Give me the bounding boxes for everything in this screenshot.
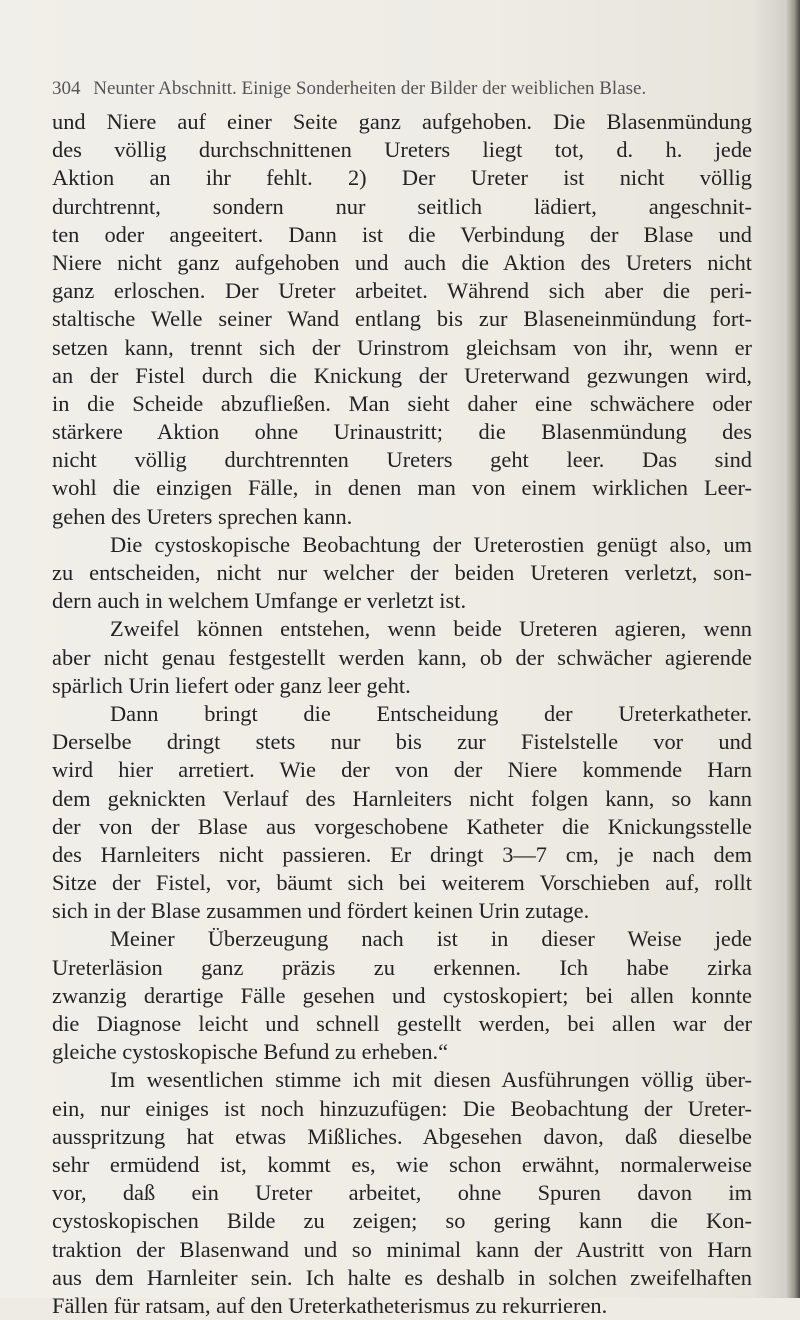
text-line: dern auch in welchem Umfange er verletzt ist. bbox=[52, 588, 467, 614]
text-line: des Harnleiters nicht passieren. Er dringt 3—7 cm, je nach dem bbox=[52, 841, 752, 867]
text-line: ten oder angeeitert. Dann ist die Verbindung der Blase und bbox=[52, 221, 752, 247]
text-line: ganz erloschen. Der Ureter arbeitet. Während sich aber die peri- bbox=[52, 278, 752, 304]
text-line: Sitze der Fistel, vor, bäumt sich bei weiterem Vorschieben auf, rollt bbox=[52, 870, 752, 896]
running-title: Neunter Abschnitt. Einige Sonderheiten der Bilder der weiblichen Blase. bbox=[93, 78, 647, 99]
text-line: Die cystoskopische Beobachtung der Ureterostien genügt also, um bbox=[110, 531, 752, 557]
running-header bbox=[52, 78, 752, 100]
text-line: gehen des Ureters sprechen kann. bbox=[52, 503, 353, 529]
text-line: stärkere Aktion ohne Urinaustritt; die Blasenmündung des bbox=[52, 419, 752, 445]
text-line: wohl die einzigen Fälle, in denen man von einem wirklichen Leer- bbox=[52, 475, 752, 501]
text-line: Zweifel können entstehen, wenn beide Ureteren agieren, wenn bbox=[110, 616, 752, 642]
text-line: aus dem Harnleiter sein. Ich halte es deshalb in solchen zweifelhaften bbox=[52, 1264, 752, 1290]
text-line: durchtrennt, sondern nur seitlich lädiert, angeschnit- bbox=[52, 193, 752, 219]
text-line: aber nicht genau festgestellt werden kann, ob der schwächer agierende bbox=[52, 644, 752, 670]
text-line: Ureterläsion ganz präzis zu erkennen. Ich habe zirka bbox=[52, 954, 752, 980]
text-line: gleiche cystoskopische Befund zu erheben.“ bbox=[52, 1039, 449, 1065]
body-text bbox=[52, 108, 752, 1320]
text-line: in die Scheide abzufließen. Man sieht daher eine schwächere oder bbox=[52, 390, 752, 416]
text-line: staltische Welle seiner Wand entlang bis zur Blaseneinmündung fort- bbox=[52, 306, 752, 332]
text-line: sehr ermüdend ist, kommt es, wie schon erwähnt, normalerweise bbox=[52, 1151, 752, 1177]
text-line: ein, nur einiges ist noch hinzuzufügen: Die Beobachtung der Ureter- bbox=[52, 1095, 752, 1121]
text-line: vor, daß ein Ureter arbeitet, ohne Spuren davon im bbox=[52, 1180, 752, 1206]
text-line: Derselbe dringt stets nur bis zur Fistelstelle vor und bbox=[52, 729, 752, 755]
text-line: sich in der Blase zusammen und fördert keinen Urin zutage. bbox=[52, 898, 590, 924]
text-line: Dann bringt die Entscheidung der Ureterkatheter. bbox=[110, 700, 752, 726]
text-line: Meiner Überzeugung nach ist in dieser Weise jede bbox=[110, 926, 752, 952]
text-line: Aktion an ihr fehlt. 2) Der Ureter ist nicht völlig bbox=[52, 165, 752, 191]
text-line: cystoskopischen Bilde zu zeigen; so gering kann die Kon- bbox=[52, 1208, 752, 1234]
text-line: des völlig durchschnittenen Ureters liegt tot, d. h. jede bbox=[52, 137, 752, 163]
text-line: Niere nicht ganz aufgehoben und auch die Aktion des Ureters nicht bbox=[52, 249, 752, 275]
text-line: Fällen für ratsam, auf den Ureterkatheterismus zu rekurrieren. bbox=[52, 1292, 608, 1318]
text-line: setzen kann, trennt sich der Urinstrom gleichsam von ihr, wenn er bbox=[52, 334, 752, 360]
text-line: traktion der Blasenwand und so minimal kann der Austritt von Harn bbox=[52, 1236, 752, 1262]
text-line: wird hier arretiert. Wie der von der Niere kommende Harn bbox=[52, 757, 752, 783]
text-line: und Niere auf einer Seite ganz aufgehoben. Die Blasenmündung bbox=[52, 109, 752, 134]
text-line: Im wesentlichen stimme ich mit diesen Ausführungen völlig über- bbox=[110, 1067, 752, 1093]
text-line: die Diagnose leicht und schnell gestellt werden, bei allen war der bbox=[52, 1011, 752, 1036]
text-line: der von der Blase aus vorgeschobene Katheter die Knickungsstelle bbox=[52, 813, 752, 839]
page-edge-shadow bbox=[786, 0, 800, 1298]
page-number: 304 bbox=[52, 78, 81, 99]
text-line: ausspritzung hat etwas Mißliches. Abgesehen davon, daß dieselbe bbox=[52, 1123, 752, 1149]
text-line: dem geknickten Verlauf des Harnleiters nicht folgen kann, so kann bbox=[52, 785, 752, 811]
text-line: an der Fistel durch die Knickung der Ureterwand gezwungen wird, bbox=[52, 362, 752, 388]
text-line: zu entscheiden, nicht nur welcher der beiden Ureteren verletzt, son- bbox=[52, 560, 752, 585]
text-line: nicht völlig durchtrennten Ureters geht leer. Das sind bbox=[52, 447, 752, 473]
text-line: zwanzig derartige Fälle gesehen und cystoskopiert; bei allen konnte bbox=[52, 982, 752, 1008]
text-line: spärlich Urin liefert oder ganz leer geht. bbox=[52, 672, 411, 698]
